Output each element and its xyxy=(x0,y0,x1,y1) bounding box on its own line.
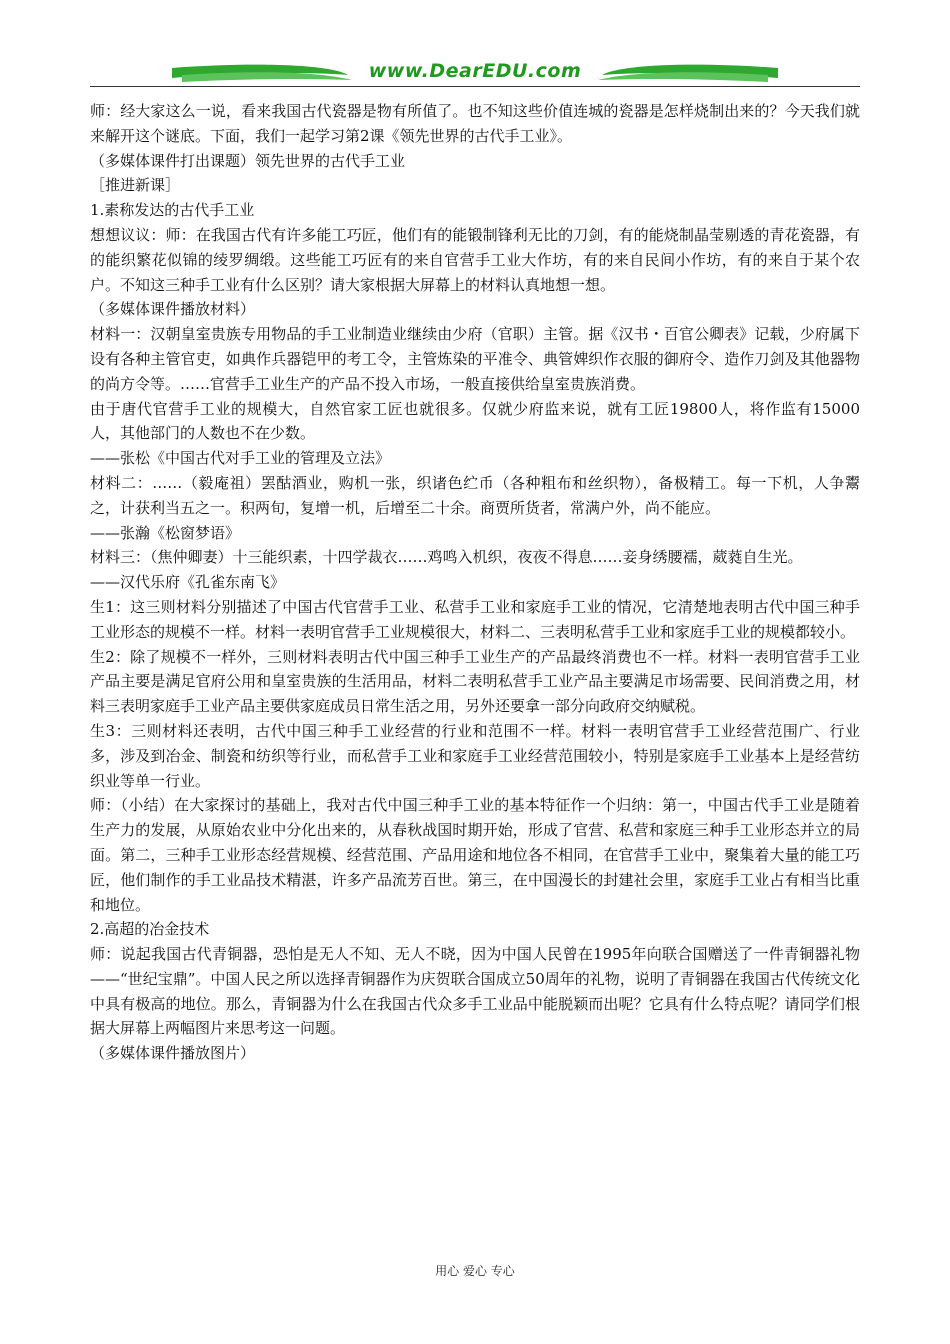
paragraph: （多媒体课件播放图片） xyxy=(90,1044,256,1063)
paragraph: 材料一：汉朝皇室贵族专用物品的手工业制造业继续由少府（官职）主管。据《汉书・百官公卿表》记载，少府属下设有各种主管官吏，如典作兵器铠甲的考工令，主管炼染的平准令、典管婢织作衣服的御府令、造作刀剑及其他器物的尚方令等。……官营手工业生产的产品不投入市场，一般直接供给皇室贵族消费。 xyxy=(90,325,860,393)
citation: ——汉代乐府《孔雀东南飞》 xyxy=(90,573,286,592)
paragraph: 生2：除了规模不一样外，三则材料表明古代中国三种手工业生产的产品最终消费也不一样。材料一表明官营手工业产品主要是满足官府公用和皇室贵族的生活用品，材料二表明私营手工业产品主要满足市场需要、民间消费之用，材料三表明家庭手工业产品主要供家庭成员日常生活之用，另外还要拿一部分向政府交纳赋税。 xyxy=(90,647,860,716)
citation: ——张瀚《松窗梦语》 xyxy=(90,523,241,542)
paragraph: （多媒体课件播放材料） xyxy=(90,300,256,319)
paragraph: 师：（小结）在大家探讨的基础上，我对古代中国三种手工业的基本特征作一个归纳：第一，中国古代手工业是随着生产力的发展，从原始农业中分化出来的，从春秋战国时期开始，形成了官营、私营和家庭三种手工业形态并立的局面。第二，三种手工业形态经营规模、经营范围、产品用途和地位各不相同，在官营手工业中，聚集着大量的能工巧匠，他们制作的手工业品技术精湛，许多产品流芳百世。第三，在中国漫长的封建社会里，家庭手工业占有相当比重和地位。 xyxy=(90,796,860,914)
paragraph: 师：说起我国古代青铜器，恐怕是无人不知、无人不晓，因为中国人民曾在1995年向联合国赠送了一件青铜器礼物——“世纪宝鼎”。中国人民之所以选择青铜器作为庆贺联合国成立50周年的礼物，说明了青铜器在我国古代传统文化中具有极高的地位。那么，青铜器为什么在我国古代众多手工业品中能脱颖而出呢？它具有什么特点呢？请同学们根据大屏幕上两幅图片来思考这一问题。 xyxy=(90,945,860,1038)
citation: ——张松《中国古代对手工业的管理及立法》 xyxy=(90,449,391,468)
document-body xyxy=(90,99,860,1066)
paragraph: 生3：三则材料还表明，古代中国三种手工业经营的行业和范围不一样。材料一表明官营手工业经营范围广、行业多，涉及到冶金、制瓷和纺织等行业，而私营手工业和家庭手工业经营范围较小，特别是家庭手工业基本上是经营纺织业等单一行业。 xyxy=(90,721,860,790)
page-footer: 用心 爱心 专心 xyxy=(435,1264,515,1278)
paragraph: 想想议议：师：在我国古代有许多能工巧匠，他们有的能锻制锋利无比的刀剑，有的能烧制晶莹剔透的青花瓷器，有的能织繁花似锦的绫罗绸缎。这些能工巧匠有的来自官营手工业大作坊，有的来自民间小作坊，有的来自于某个农户。不知这三种手工业有什么区别？请大家根据大屏幕上的材料认真地想一想。 xyxy=(90,225,860,294)
header-rule xyxy=(90,86,860,87)
paragraph: 材料三：（焦仲卿妻）十三能织素，十四学裁衣……鸡鸣入机织，夜夜不得息……妾身绣腰襦，葳蕤自生光。 xyxy=(90,548,803,567)
paragraph: （多媒体课件打出课题）领先世界的古代手工业 xyxy=(90,151,406,170)
paragraph: 材料二：……（毅庵祖）罢酤酒业，购机一张，织诸色纻币（各种粗布和丝织物），备极精工。每一下机，人争鬻之，计获利当五之一。积两旬，复增一机，后增至二十余。商贾所货者，常满户外，尚不能应。 xyxy=(90,473,860,517)
paragraph: 师：经大家这么一说，看来我国古代瓷器是物有所值了。也不知这些价值连城的瓷器是怎样烧制出来的？今天我们就来解开这个谜底。下面，我们一起学习第2课《领先世界的古代手工业》。 xyxy=(90,102,860,145)
site-logo-text: www.DearEDU.com xyxy=(368,60,582,82)
page-header xyxy=(90,56,860,90)
paragraph: ［推进新课］ xyxy=(90,176,181,195)
section-heading: 2.高超的冶金技术 xyxy=(90,920,210,939)
paragraph: 由于唐代官营手工业的规模大，自然官家工匠也就很多。仅就少府监来说，就有工匠19800人，将作监有15000人，其他部门的人数也不在少数。 xyxy=(90,399,860,443)
section-heading: 1.素称发达的古代手工业 xyxy=(90,201,255,220)
paragraph: 生1：这三则材料分别描述了中国古代官营手工业、私营手工业和家庭手工业的情况，它清楚地表明古代中国三种手工业形态的规模不一样。材料一表明官营手工业规模很大，材料二、三表明私营手工业和家庭手工业的规模都较小。 xyxy=(90,597,860,641)
